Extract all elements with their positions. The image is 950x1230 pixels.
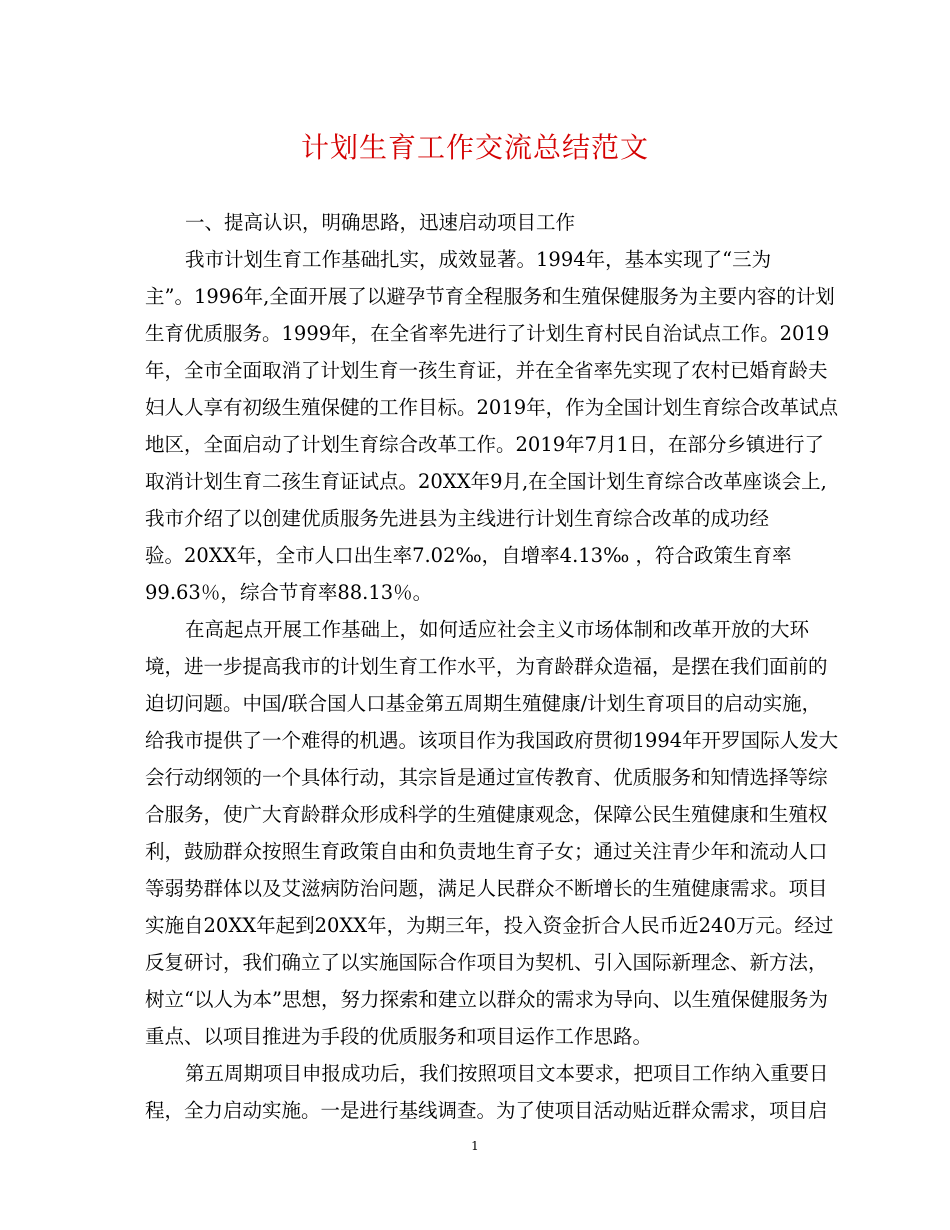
paragraph-line: 利，鼓励群众按照生育政策自由和负责地生育子女；通过关注青少年和流动人口 — [145, 840, 828, 863]
paragraph-line: 给我市提供了一个难得的机遇。该项目作为我国政府贯彻1994年开罗国际人发大 — [145, 729, 839, 752]
section-heading: 一、提高认识，明确思路，迅速启动项目工作 — [185, 211, 576, 234]
paragraph-line: 地区，全面启动了计划生育综合改革工作。2019年7月1日，在部分乡镇进行了 — [145, 433, 824, 456]
paragraph-line: 树立“以人为本”思想，努力探索和建立以群众的需求为导向、以生殖保健服务为 — [145, 988, 828, 1011]
paragraph-line: 我市介绍了以创建优质服务先进县为主线进行计划生育综合改革的成功经 — [145, 507, 770, 530]
paragraph-line: 重点、以项目推进为手段的优质服务和项目运作工作思路。 — [145, 1025, 653, 1048]
paragraph-line: 我市计划生育工作基础扎实，成效显著。1994年，基本实现了“三为 — [185, 248, 772, 271]
paragraph-line: 迫切问题。中国/联合国人口基金第五周期生殖健康/计划生育项目的启动实施， — [145, 692, 822, 715]
paragraph-line: 程，全力启动实施。一是进行基线调查。为了使项目活动贴近群众需求，项目启 — [145, 1099, 828, 1122]
paragraph-line: 合服务，使广大育龄群众形成科学的生殖健康观念，保障公民生殖健康和生殖权 — [145, 803, 828, 826]
page-number: 1 — [471, 1139, 479, 1153]
paragraph-line: 境，进一步提高我市的计划生育工作水平，为育龄群众造福，是摆在我们面前的 — [145, 655, 828, 678]
paragraph-line: 等弱势群体以及艾滋病防治问题，满足人民群众不断增长的生殖健康需求。项目 — [145, 877, 828, 900]
paragraph-line: 在高起点开展工作基础上，如何适应社会主义市场体制和改革开放的大环 — [185, 618, 810, 641]
paragraph-line: 生育优质服务。1999年，在全省率先进行了计划生育村民自治试点工作。2019 — [145, 322, 830, 345]
paragraph-line: 99.63％，综合节育率88.13％。 — [145, 581, 433, 604]
paragraph-line: 实施自20XX年起到20XX年，为期三年，投入资金折合人民币近240万元。经过 — [145, 914, 834, 937]
paragraph-line: 第五周期项目申报成功后，我们按照项目文本要求，把项目工作纳入重要日 — [185, 1062, 829, 1085]
paragraph-line: 年，全市全面取消了计划生育一孩生育证，并在全省率先实现了农村已婚育龄夫 — [145, 359, 828, 382]
paragraph-line: 取消计划生育二孩生育证试点。20XX年9月,在全国计划生育综合改革座谈会上, — [145, 470, 827, 493]
paragraph-line: 反复研讨，我们确立了以实施国际合作项目为契机、引入国际新理念、新方法， — [145, 951, 828, 974]
paragraph-line: 主”。1996年,全面开展了以避孕节育全程服务和生殖保健服务为主要内容的计划 — [145, 285, 835, 308]
paragraph-line: 会行动纲领的一个具体行动，其宗旨是通过宣传教育、优质服务和知情选择等综 — [145, 766, 828, 789]
paragraph-line: 验。20XX年，全市人口出生率7.02‰，自增率4.13‰ ，符合政策生育率 — [145, 544, 792, 567]
document-title: 计划生育工作交流总结范文 — [300, 131, 649, 164]
paragraph-line: 妇人人享有初级生殖保健的工作目标。2019年，作为全国计划生育综合改革试点 — [145, 396, 839, 419]
